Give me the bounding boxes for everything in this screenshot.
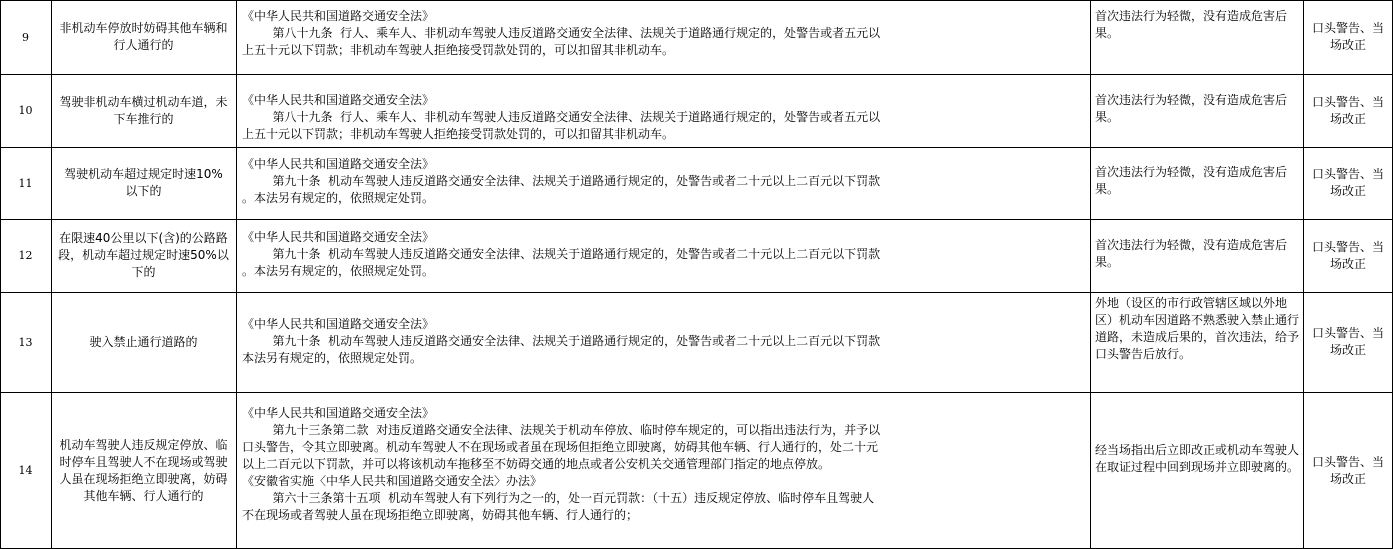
exemption-condition: 首次违法行为轻微，没有造成危害后果。 <box>1095 238 1288 269</box>
row-number: 9 <box>22 30 29 44</box>
law-line: 以上二百元以下罚款，并可以将该机动车拖移至不妨碍交通的地点或者公安机关交通管理部门指定的地点停放。 <box>242 457 831 471</box>
table-row <box>0 147 1393 219</box>
row-divider <box>0 219 1393 220</box>
handling-result <box>1303 0 1393 74</box>
handling-result <box>1303 219 1393 292</box>
table-row <box>0 0 1393 74</box>
law-line: 。本法另有规定的，依照规定处罚。 <box>242 264 435 278</box>
law-line: 上五十元以下罚款；非机动车驾驶人拒绝接受罚款处罚的，可以扣留其非机动车。 <box>242 127 675 141</box>
law-line: 本法另有规定的，依照规定处罚。 <box>242 351 423 365</box>
handling-result-text: 口头警告、当场改正 <box>1312 239 1385 271</box>
violation-item-text: 驾驶机动车超过规定时速10%以下的 <box>64 167 223 198</box>
violation-item-text: 在限速40公里以下(含)的公路路段，机动车超过规定时速50%以下的 <box>58 231 229 279</box>
law-line: 《中华人民共和国道路交通安全法》 <box>242 230 435 244</box>
violation-item <box>51 292 236 392</box>
law-line: 《中华人民共和国道路交通安全法》 <box>242 317 435 331</box>
law-line: 第六十三条第十五项 机动车驾驶人有下列行为之一的，处一百元罚款：（十五）违反规定停放、临时停车且驾驶人 <box>242 491 875 505</box>
row-number: 10 <box>18 104 33 117</box>
handling-result <box>1303 147 1393 219</box>
violation-item-text: 机动车驾驶人违反规定停放、临时停车且驾驶人不在现场或驾驶人虽在现场拒绝立即驶离，妨碍其他车辆、行人通行的 <box>59 437 228 503</box>
violation-item-text: 驶入禁止通行道路的 <box>89 334 198 349</box>
law-line: 《中华人民共和国道路交通安全法》 <box>242 9 435 23</box>
handling-result-text: 口头警告、当场改正 <box>1312 21 1385 52</box>
handling-result-text: 口头警告、当场改正 <box>1312 167 1385 198</box>
violation-item <box>51 392 236 549</box>
column-divider <box>51 0 52 549</box>
table-row <box>0 219 1393 292</box>
handling-result <box>1303 74 1393 147</box>
exemption-condition: 首次违法行为轻微，没有造成危害后果。 <box>1095 93 1288 124</box>
law-line: 第九十条 机动车驾驶人违反道路交通安全法律、法规关于道路通行规定的，处警告或者二十元以上二百元以下罚款 <box>242 247 881 261</box>
table-row <box>0 392 1393 549</box>
column-divider <box>236 0 237 549</box>
row-divider <box>0 147 1393 148</box>
law-line: 《中华人民共和国道路交通安全法》 <box>242 406 435 420</box>
column-divider <box>0 0 1 549</box>
row-divider <box>0 392 1393 393</box>
table-row <box>0 292 1393 392</box>
row-divider <box>0 74 1393 75</box>
column-divider <box>1303 0 1304 549</box>
handling-result <box>1303 292 1393 392</box>
law-line: 上五十元以下罚款；非机动车驾驶人拒绝接受罚款处罚的，可以扣留其非机动车。 <box>242 43 675 57</box>
handling-result-text: 口头警告、当场改正 <box>1312 94 1385 126</box>
law-line: 不在现场或者驾驶人虽在现场拒绝立即驶离，妨碍其他车辆、行人通行的； <box>242 508 639 522</box>
law-line: 。本法另有规定的，依照规定处罚。 <box>242 191 435 205</box>
violation-item <box>51 0 236 74</box>
exemption-condition: 经当场指出后立即改正或机动车驾驶人在取证过程中回到现场并立即驶离的。 <box>1095 443 1300 474</box>
row-number: 11 <box>18 176 33 190</box>
violation-item-text: 非机动车停放时妨碍其他车辆和行人通行的 <box>59 21 228 52</box>
law-line: 第八十九条 行人、乘车人、非机动车驾驶人违反道路交通安全法律、法规关于道路通行规定的，处警告或者五元以 <box>242 110 881 124</box>
row-divider <box>0 292 1393 293</box>
exemption-condition: 首次违法行为轻微，没有造成危害后果。 <box>1095 165 1288 196</box>
table-row <box>0 74 1393 147</box>
row-number: 13 <box>18 335 33 349</box>
law-line: 第八十九条 行人、乘车人、非机动车驾驶人违反道路交通安全法律、法规关于道路通行规定的，处警告或者五元以 <box>242 26 881 40</box>
legal-basis <box>236 74 1090 147</box>
legal-basis <box>236 392 1090 549</box>
legal-basis <box>236 0 1090 74</box>
violation-item <box>51 147 236 219</box>
row-number: 12 <box>18 249 33 262</box>
row-number: 14 <box>18 464 33 477</box>
exemption-condition: 首次违法行为轻微，没有造成危害后果。 <box>1095 9 1288 40</box>
column-divider <box>1090 0 1091 549</box>
violation-item <box>51 219 236 292</box>
law-line: 口头警告，令其立即驶离。机动车驾驶人不在现场或者虽在现场但拒绝立即驶离，妨碍其他车辆、行人通行的，处二十元 <box>242 440 879 454</box>
law-line: 第九十条 机动车驾驶人违反道路交通安全法律、法规关于道路通行规定的，处警告或者二十元以上二百元以下罚款 <box>242 334 881 348</box>
row-divider <box>0 0 1393 1</box>
law-line: 第九十三条第二款 对违反道路交通安全法律、法规关于机动车停放、临时停车规定的，可以指出违法行为，并予以 <box>242 423 881 437</box>
legal-basis <box>236 219 1090 292</box>
handling-result <box>1303 392 1393 549</box>
legal-basis <box>236 292 1090 392</box>
law-line: 第九十条 机动车驾驶人违反道路交通安全法律、法规关于道路通行规定的，处警告或者二十元以上二百元以下罚款 <box>242 174 881 188</box>
law-line: 《安徽省实施〈中华人民共和国道路交通安全法〉办法》 <box>242 474 543 488</box>
handling-result-text: 口头警告、当场改正 <box>1312 326 1385 357</box>
handling-result-text: 口头警告、当场改正 <box>1312 454 1385 486</box>
law-line: 《中华人民共和国道路交通安全法》 <box>242 93 435 107</box>
violation-item-text: 驾驶非机动车横过机动车道，未下车推行的 <box>59 94 228 126</box>
violation-item <box>51 74 236 147</box>
legal-basis <box>236 147 1090 219</box>
exemption-condition: 外地（设区的市行政管辖区域以外地区）机动车因道路不熟悉驶入禁止通行道路，未造成后果的，首次违法，给予口头警告后放行。 <box>1095 296 1300 361</box>
law-line: 《中华人民共和国道路交通安全法》 <box>242 157 435 171</box>
